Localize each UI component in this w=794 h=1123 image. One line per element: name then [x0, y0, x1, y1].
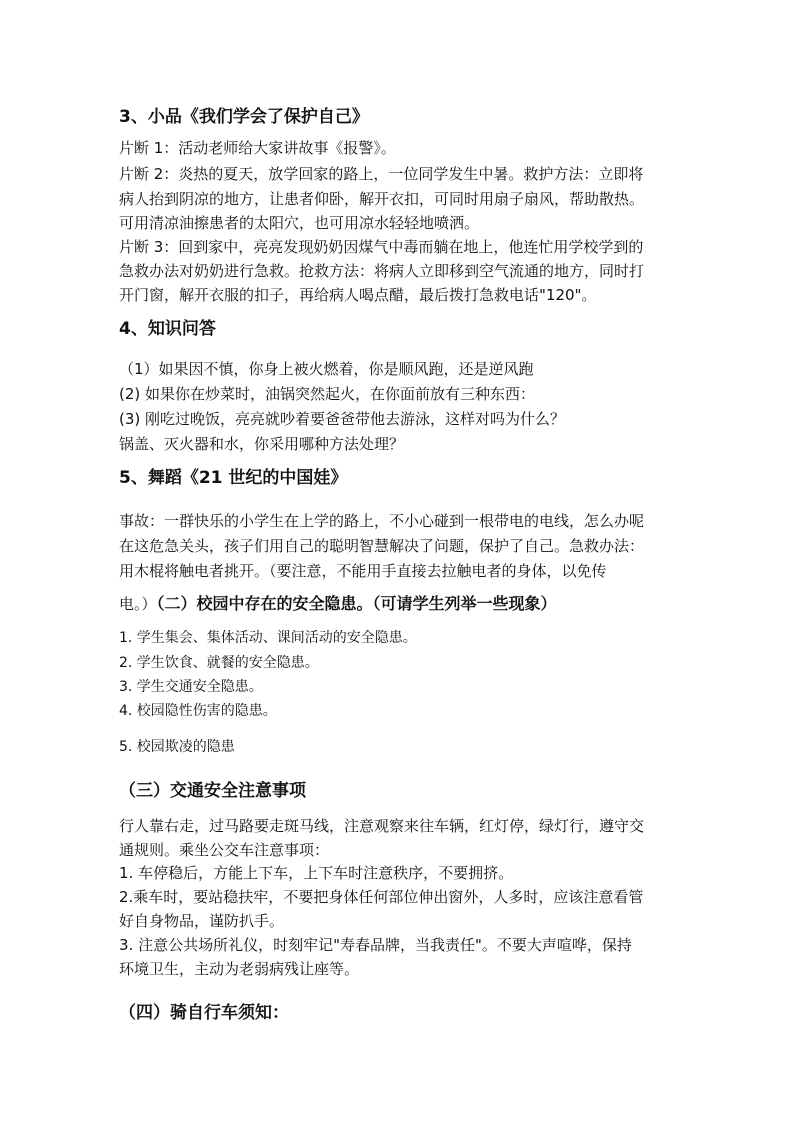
traffic-line: 通规则。乘坐公交车注意事项： [119, 841, 330, 859]
traffic-line: 行人靠右走，过马路要走斑马线，注意观察来往车辆，红灯停，绿灯行，遵守交 [119, 817, 645, 835]
hazard-item: 4. 校园隐性伤害的隐患。 [119, 703, 277, 719]
section5-line: 在这危急关头，孩子们用自己的聪明智慧解决了问题，保护了自己。急救办法： [119, 537, 645, 555]
traffic-line: 2.乘车时，要站稳扶牢，不要把身体任何部位伸出窗外，人多时，应该注意看管 [119, 888, 644, 906]
section5-line: 用木棍将触电者挑开。（要注意，不能用手直接去拉触电者的身体，以免传 [119, 562, 607, 580]
question-item: (3) 刚吃过晚饭，亮亮就吵着要爸爸带他去游泳，这样对吗为什么？ [119, 410, 566, 428]
question-item: （1）如果因不慎，你身上被火燃着，你是顺风跑，还是逆风跑 [119, 360, 534, 378]
traffic-line: 环境卫生，主动为老弱病残让座等。 [119, 960, 360, 978]
section3-line: 急救办法对奶奶进行急救。抢救方法：将病人立即移到空气流通的地方，同时打 [119, 262, 645, 280]
traffic-line: 3. 注意公共场所礼仪，时刻牢记"寿春品牌，当我责任"。不要大声喧哗，保持 [119, 936, 632, 954]
traffic-line: 好自身物品，谨防扒手。 [119, 912, 285, 930]
section5-tail: 电。） [119, 595, 157, 613]
section3-line: 可用清凉油擦患者的太阳穴，也可用凉水轻轻地喷洒。 [119, 214, 480, 232]
hazard-item: 1. 学生集会、集体活动、课间活动的安全隐患。 [119, 630, 417, 646]
hazard-item: 5. 校园欺凌的隐患 [119, 739, 235, 755]
section3-line: 病人抬到阴凉的地方，让患者仰卧，解开衣扣，可同时用扇子扇风，帮助散热。 [119, 190, 645, 208]
section4-heading: 4、知识问答 [119, 319, 216, 339]
part2-heading: （二）校园中存在的安全隐患。（可请学生列举一些现象） [156, 594, 557, 613]
section3-line: 片断 3：回到家中，亮亮发现奶奶因煤气中毒而躺在地上，他连忙用学校学到的 [119, 238, 644, 256]
question-item: (2) 如果你在炒菜时，油锅突然起火，在你面前放有三种东西： [119, 385, 536, 403]
section5-heading: 5、舞蹈《21 世纪的中国娃》 [119, 468, 348, 488]
section5-line: 事故：一群快乐的小学生在上学的路上，不小心碰到一根带电的电线，怎么办呢 [119, 512, 645, 530]
hazard-item: 3. 学生交通安全隐患。 [119, 679, 263, 695]
question-item: 锅盖、灭火器和水，你采用哪种方法处理？ [119, 435, 405, 453]
section3-line: 开门窗，解开衣服的扣子，再给病人喝点醋，最后拨打急救电话"120"。 [119, 286, 597, 304]
section3-line: 片断 2：炎热的夏天，放学回家的路上，一位同学发生中暑。救护方法：立即将 [119, 165, 644, 183]
section3-heading: 3、小品《我们学会了保护自己》 [119, 107, 369, 127]
traffic-heading: （三）交通安全注意事项 [119, 781, 306, 801]
section3-line: 片断 1：活动老师给大家讲故事《报警》。 [119, 139, 396, 157]
bike-heading: （四）骑自行车须知： [119, 1003, 289, 1023]
section5-line-combined [119, 591, 557, 617]
traffic-line: 1. 车停稳后，方能上下车，上下车时注意秩序，不要拥挤。 [119, 864, 514, 882]
hazard-item: 2. 学生饮食、就餐的安全隐患。 [119, 655, 319, 671]
